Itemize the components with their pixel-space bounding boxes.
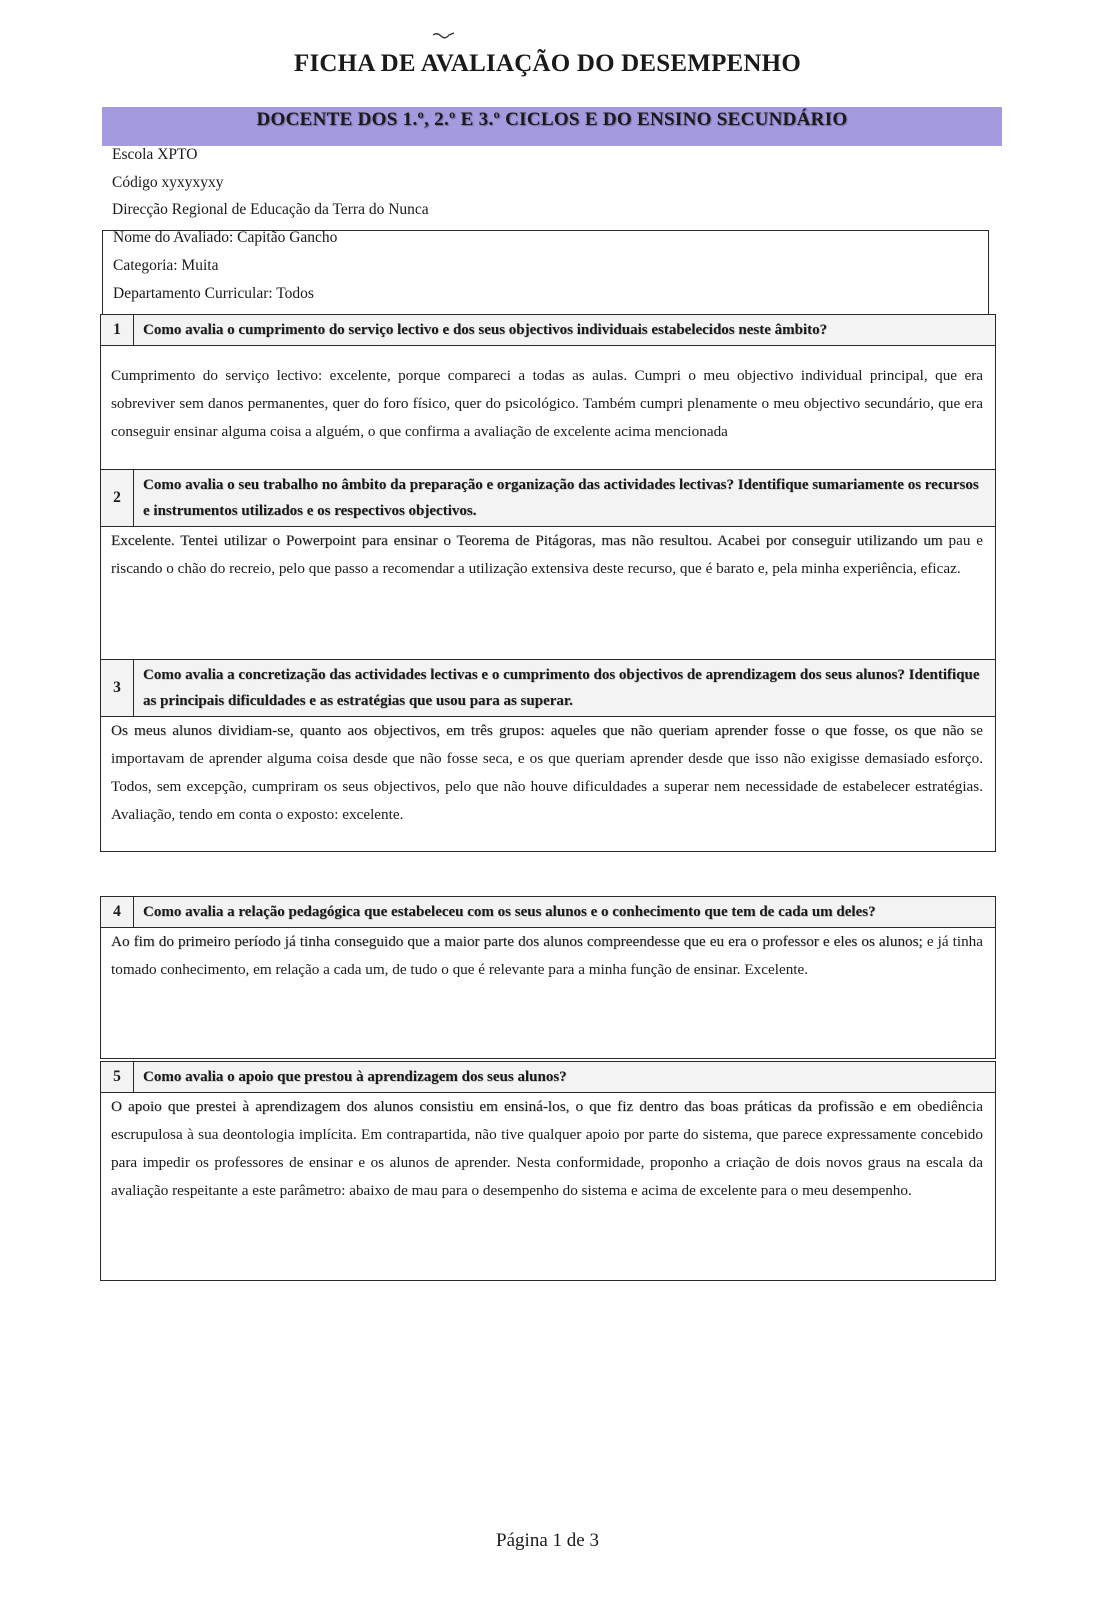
answer-rest: pau e riscando o chão do recreio, pelo que passo a recomendar a utilização extensiva deste recurso, que é barato e, pela minha experiência, eficaz. xyxy=(111,532,984,577)
document-title: FICHA DE AVALIAÇÃO DO DESEMPENHO xyxy=(294,50,801,77)
school-name: Escola XPTO xyxy=(112,146,198,163)
evaluee-department: Departamento Curricular: Todos xyxy=(113,285,314,302)
answer-text xyxy=(101,928,995,984)
evaluee-category: Categoria: Muita xyxy=(113,257,219,274)
question-section-3 xyxy=(100,659,996,852)
question-number: 5 xyxy=(101,1062,134,1092)
question-section-5 xyxy=(100,1061,996,1281)
regional-direction: Direcção Regional de Educação da Terra do Nunca xyxy=(112,201,429,218)
question-text: Como avalia a concretização das actividades lectivas e o cumprimento dos objectivos de aprendizagem dos seus alunos? Identifique as principais dificuldades e as estratégias que usou para as superar. xyxy=(143,667,980,709)
question-text: Como avalia a relação pedagógica que estabeleceu com os seus alunos e o conhecimento que tem de cada um deles? xyxy=(143,904,876,920)
question-section-4 xyxy=(100,896,996,1059)
answer-rest: obediência escrupulosa à sua deontologia implícita. Em contrapartida, não tive qualquer apoio por parte do sistema, que parece expressamente concebido para impedir os professores de ensinar e os alunos de aprender. Nesta conformidade, proponho a criação de dois novos graus na escala da avaliação respeitante a este parâmetro: abaixo de mau para o desempenho do sistema e acima de excelente para o meu desempenho. xyxy=(111,1098,984,1199)
answer-first-line: Ao fim do primeiro período já tinha conseguido que a maior parte dos alunos compreendesse que eu era o professor e eles os alunos; xyxy=(111,933,923,950)
page-number: Página 1 de 3 xyxy=(496,1530,599,1551)
question-section-2 xyxy=(100,469,996,661)
question-number: 4 xyxy=(101,897,134,927)
evaluee-box xyxy=(102,230,989,315)
question-section-1 xyxy=(100,314,996,470)
question-header-5 xyxy=(101,1062,995,1093)
answer-text xyxy=(101,717,995,829)
question-text: Como avalia o apoio que prestou à aprendizagem dos seus alunos? xyxy=(143,1069,567,1085)
evaluee-name: Nome do Avaliado: Capitão Gancho xyxy=(113,229,338,246)
question-text: Como avalia o seu trabalho no âmbito da preparação e organização das actividades lectivas? Identifique sumariamente os recursos e instrumentos utilizados e os respectivos objectivos. xyxy=(143,477,979,519)
answer-rest: se importavam de aprender alguma coisa desde que não fosse seca, e os que queriam aprender desde que isso não exigisse demasiado esforço. Todos, sem excepção, cumpriram os seus objectivos, pelo que não houve dificuldades a superar nem necessidade de estabelecer estratégias. Avaliação, tendo em conta o exposto: excelente. xyxy=(111,722,983,823)
question-number: 3 xyxy=(101,660,134,716)
question-text: Como avalia o cumprimento do serviço lectivo e dos seus objectivos individuais estabelecidos neste âmbito? xyxy=(143,322,828,338)
answer-text xyxy=(101,527,995,583)
question-header-3 xyxy=(101,660,995,717)
answer-first-line: O apoio que prestei à aprendizagem dos alunos consistiu em ensiná-los, o que fiz dentro das boas práticas da profissão e em xyxy=(111,1098,912,1115)
ink-mark-icon xyxy=(432,30,456,40)
school-code: Código xyxyxyxy xyxy=(112,174,224,191)
question-number: 1 xyxy=(101,315,134,345)
answer-text: Cumprimento do serviço lectivo: excelente, porque compareci a todas as aulas. Cumpri o meu objectivo individual principal, que era sobreviver sem danos permanentes, quer do foro físico, quer do psicológico. Também cumpri plenamente o meu objectivo secundário, que era conseguir ensinar alguma coisa a alguém, o que confirma a avaliação de excelente acima mencionada xyxy=(111,367,983,440)
level-banner: DOCENTE DOS 1.º, 2.º E 3.º CICLOS E DO ENSINO SECUNDÁRIO xyxy=(102,107,1002,146)
answer-first-line: Excelente. Tentei utilizar o Powerpoint para ensinar o Teorema de Pitágoras, mas não resultou. Acabei por conseguir utilizando um xyxy=(111,532,943,549)
question-header-2 xyxy=(101,470,995,527)
question-number: 2 xyxy=(101,470,134,526)
answer-rest: e já tinha tomado conhecimento, em relação a cada um, de tudo o que é relevante para a minha função de ensinar. Excelente. xyxy=(111,933,984,978)
question-header-1 xyxy=(101,315,995,346)
answer-first-line: Os meus alunos dividiam-se, quanto aos objectivos, em três grupos: aqueles que não queriam aprender fosse o que fosse, os que não xyxy=(111,722,965,739)
question-header-4 xyxy=(101,897,995,928)
answer-text xyxy=(101,1093,995,1205)
